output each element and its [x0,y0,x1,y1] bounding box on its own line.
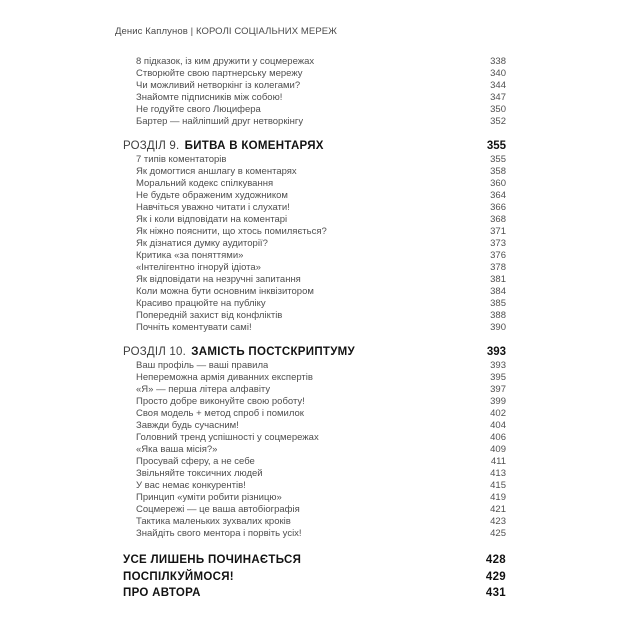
chapter-title: БИТВА В КОМЕНТАРЯХ [184,140,324,152]
toc-entry-title: Головний тренд успішності у соцмережах [136,432,319,443]
toc-entry [115,432,506,444]
toc-entry-page: 376 [490,250,506,261]
toc-entry [115,585,506,602]
toc-entry-title: Як ніжно пояснити, що хтось помиляється? [136,226,327,237]
toc-entry-page: 413 [490,468,506,479]
toc-entry [115,238,506,250]
toc-entry-page: 360 [490,178,506,189]
toc-entry-title: Чи можливий нетворкінг із колегами? [136,80,301,91]
toc-entry-title: Знайдіть свого ментора і порвіть усіх! [136,528,302,539]
book-toc-page [115,26,506,602]
chapter-label: РОЗДІЛ 10. [123,346,187,358]
toc-entry-title: «Яка ваша місія?» [136,444,218,455]
toc-entry-page: 388 [490,310,506,321]
toc-entry [115,68,506,80]
toc-entry-page: 390 [490,322,506,333]
toc-entry-title: «Інтелігентно ігноруй ідіота» [136,262,261,273]
toc-entry [115,286,506,298]
toc-entry [115,116,506,128]
toc-entry-title: Завжди будь сучасним! [136,420,239,431]
toc-entry [115,516,506,528]
chapter-1-entries [115,360,506,540]
toc-entry-title: Принцип «уміти робити різницю» [136,492,282,503]
toc-entry-page: 385 [490,298,506,309]
toc-entry-title: Як дізнатися думку аудиторії? [136,238,268,249]
toc-entry-title: Не будьте ображеним художником [136,190,288,201]
toc-entry-page: 404 [490,420,506,431]
toc-entry-title: 8 підказок, із ким дружити у соцмережах [136,56,315,67]
toc-entry [115,250,506,262]
toc-entry [115,56,506,68]
toc-entry-title: Не годуйте свого Люцифера [136,104,261,115]
toc-entry-page: 423 [490,516,506,527]
toc-entry-title: Просто добре виконуйте свою роботу! [136,396,305,407]
toc-entry-page: 415 [490,480,506,491]
toc-entry-title: Бартер — найліпший друг нетворкінгу [136,116,304,127]
toc-entry [115,396,506,408]
toc-entry-title: Ваш профіль — ваші правила [136,360,269,371]
toc-entry [115,310,506,322]
toc-entry [115,202,506,214]
toc-entry [115,178,506,190]
toc-entry-page: 402 [490,408,506,419]
toc-entry-title: Просувай сферу, а не себе [136,456,255,467]
toc-entry-title: Своя модель + метод спроб і помилок [136,408,304,419]
toc-entry [115,504,506,516]
toc-entry-page: 411 [490,456,506,467]
toc-entry-title: Почніть коментувати самі! [136,322,252,333]
toc-entry [115,468,506,480]
toc-entry-title: У вас немає конкурентів! [136,480,246,491]
toc-entry-page: 421 [490,504,506,515]
toc-entry [115,80,506,92]
toc-entry [115,384,506,396]
toc-entry-page: 431 [485,587,506,599]
toc-entry-title: Попередній захист від конфліктів [136,310,283,321]
toc-entry [115,190,506,202]
toc-entry-page: 409 [490,444,506,455]
toc-entry [115,372,506,384]
toc-entry-page: 352 [490,116,506,127]
toc-entry [115,360,506,372]
toc-entry-title: Звільняйте токсичних людей [136,468,263,479]
toc-entry [115,569,506,586]
toc-entry-title: Моральний кодекс спілкування [136,178,274,189]
toc-entry-page: 378 [490,262,506,273]
toc-entry-page: 371 [490,226,506,237]
chapter-9-title-group [123,140,324,153]
toc-entry-page: 425 [490,528,506,539]
toc-entry [115,492,506,504]
chapter-0-entries [115,154,506,334]
chapter-page-number: 355 [486,140,506,152]
toc-entry-title: Тактика маленьких зухвалих кроків [136,516,291,527]
chapter-10-title-group [123,346,355,359]
toc-entry [115,298,506,310]
running-head: Денис Каплунов | КОРОЛІ СОЦІАЛЬНИХ МЕРЕЖ [115,26,338,37]
toc-entry [115,528,506,540]
toc-entry-page: 384 [490,286,506,297]
toc-entry [115,408,506,420]
toc-entry-title: Як і коли відповідати на коментарі [136,214,288,225]
toc-entry-page: 355 [490,154,506,165]
toc-entry-page: 338 [490,56,506,67]
toc-entry-page: 419 [490,492,506,503]
toc-entry-page: 399 [490,396,506,407]
chapter-9-heading [115,140,506,153]
toc-entry-title: Коли можна бути основним інквізитором [136,286,314,297]
toc-entry [115,214,506,226]
chapter-title: ЗАМІСТЬ ПОСТСКРИПТУМУ [191,346,356,358]
toc-entry-page: 358 [490,166,506,177]
toc-entry [115,154,506,166]
toc-entry-title: Критика «за поняттями» [136,250,244,261]
toc-entry-page: 397 [490,384,506,395]
toc-entry [115,226,506,238]
toc-entry-title: Як відповідати на незручні запитання [136,274,301,285]
toc-entry-page: 428 [485,554,506,566]
toc-entry-title: Непереможна армія диванних експертів [136,372,313,383]
toc-entry-page: 381 [490,274,506,285]
toc-entry [115,274,506,286]
toc-entry-title: «Я» — перша літера алфавіту [136,384,271,395]
toc-entry-title: УСЕ ЛИШЕНЬ ПОЧИНАЄТЬСЯ [123,554,302,566]
toc-entry-title: Навчіться уважно читати і слухати! [136,202,290,213]
toc-entry [115,104,506,116]
toc-entry [115,322,506,334]
toc-entry [115,166,506,178]
toc-entry [115,444,506,456]
toc-entry-page: 406 [490,432,506,443]
toc-entry-page: 373 [490,238,506,249]
toc-intro-block [115,56,506,128]
toc-entry-page: 344 [490,80,506,91]
chapter-page-number: 393 [486,346,506,358]
toc-entry [115,456,506,468]
toc-entry-title: ПОСПІЛКУЙМОСЯ! [123,570,234,583]
toc-entry-page: 350 [490,104,506,115]
toc-entry-title: Як домогтися аншлагу в коментарях [136,166,297,177]
toc-entry-title: 7 типів коментаторів [136,154,227,165]
toc-entry-page: 366 [490,202,506,213]
toc-entry-page: 368 [490,214,506,225]
toc-entry-page: 347 [490,92,506,103]
toc-entry-page: 364 [490,190,506,201]
toc-entry-page: 393 [490,360,506,371]
toc-footer-block [115,552,506,602]
toc-entry [115,420,506,432]
toc-entry [115,552,506,569]
toc-entry-page: 340 [490,68,506,79]
toc-entry-title: Соцмережі — це ваша автобіографія [136,504,300,515]
chapter-label: РОЗДІЛ 9. [123,140,180,152]
toc-entry-page: 395 [490,372,506,383]
toc-entry [115,92,506,104]
toc-entry-title: Створюйте свою партнерську мережу [136,68,303,79]
toc-entry [115,480,506,492]
toc-entry-title: Знайомте підписників між собою! [136,92,283,103]
toc-entry-page: 429 [485,570,506,583]
toc-entry-title: ПРО АВТОРА [123,587,201,599]
chapter-10-heading [115,346,506,359]
toc-entry-title: Красиво працюйте на публіку [136,298,266,309]
toc-entry [115,262,506,274]
